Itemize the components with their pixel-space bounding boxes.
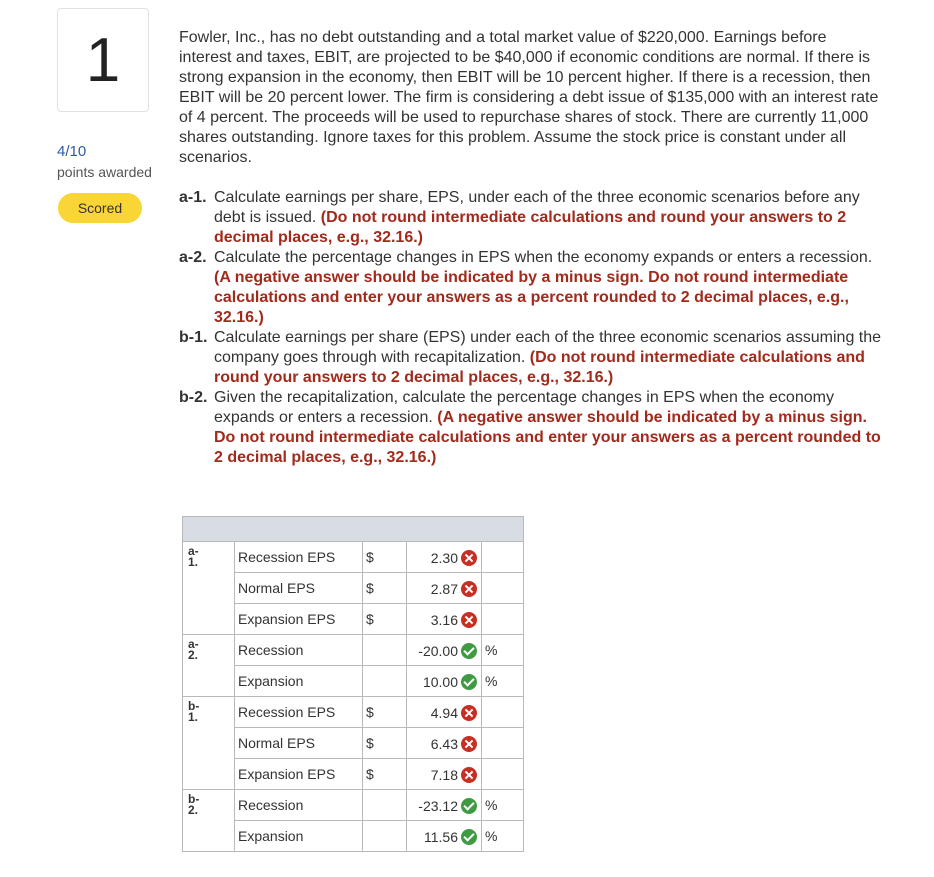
- correct-check-icon: [461, 643, 477, 659]
- answer-input[interactable]: [407, 666, 482, 697]
- points-label: points awarded: [57, 164, 152, 180]
- problem-statement: Fowler, Inc., has no debt outstanding and a total market value of $220,000. Earnings before interest and taxes, EBIT, are projected to be $40,000 if economic conditions are normal. If there is strong expansion in the economy, then EBIT will be 10 percent higher. If there is a recession, then EBIT will be 20 percent lower. The firm is considering a debt issue of $135,000 with an interest rate of 4 percent. The proceeds will be used to repurchase shares of stock. There are currently 11,000 shares outstanding. Ignore taxes for this problem. Assume the stock price is constant under all scenarios.: [179, 29, 879, 166]
- answer-input[interactable]: [407, 790, 482, 821]
- currency-symbol: $: [363, 697, 407, 728]
- incorrect-x-icon: [461, 767, 477, 783]
- correct-check-icon: [461, 674, 477, 690]
- answer-value: 10.00: [422, 673, 458, 690]
- answer-description: Recession: [235, 635, 363, 666]
- answer-description: Normal EPS: [235, 728, 363, 759]
- unit-symbol: %: [482, 635, 524, 666]
- currency-symbol: [363, 666, 407, 697]
- answer-table: [182, 516, 524, 852]
- answer-description: Normal EPS: [235, 573, 363, 604]
- answer-input[interactable]: [407, 759, 482, 790]
- part-b2: [179, 388, 884, 468]
- question-parts: [179, 188, 884, 468]
- currency-symbol: $: [363, 573, 407, 604]
- part-b1: [179, 328, 884, 388]
- incorrect-x-icon: [461, 550, 477, 566]
- correct-check-icon: [461, 798, 477, 814]
- unit-symbol: %: [482, 666, 524, 697]
- unit-symbol: [482, 728, 524, 759]
- answer-value: -23.12: [418, 797, 458, 814]
- table-header-row: [183, 517, 524, 542]
- answer-input[interactable]: [407, 573, 482, 604]
- currency-symbol: $: [363, 542, 407, 573]
- part-instruction: (Do not round intermediate calculations and round your answers to 2 decimal places, e.g., 32.16.): [214, 209, 847, 246]
- answer-group-label: b- 2.: [183, 790, 235, 852]
- currency-symbol: $: [363, 604, 407, 635]
- unit-symbol: %: [482, 821, 524, 852]
- answer-value: 2.87: [430, 580, 458, 597]
- incorrect-x-icon: [461, 705, 477, 721]
- answer-input[interactable]: [407, 542, 482, 573]
- table-row: [183, 697, 524, 728]
- answer-value: 4.94: [430, 704, 458, 721]
- points-summary: [57, 142, 152, 182]
- answer-value: 7.18: [430, 766, 458, 783]
- incorrect-x-icon: [461, 736, 477, 752]
- answer-value: 11.56: [424, 828, 458, 845]
- part-text: Calculate the percentage changes in EPS when the economy expands or enters a recession.: [214, 249, 873, 266]
- answer-description: Expansion EPS: [235, 759, 363, 790]
- unit-symbol: [482, 573, 524, 604]
- table-row: [183, 728, 524, 759]
- answer-input[interactable]: [407, 821, 482, 852]
- answer-description: Expansion: [235, 821, 363, 852]
- answer-description: Recession: [235, 790, 363, 821]
- part-instruction: (A negative answer should be indicated by a minus sign. Do not round intermediate calculations and enter your answers as a percent rounded to 2 decimal places, e.g., 32.16.): [214, 269, 849, 326]
- answer-group-label: a- 2.: [183, 635, 235, 697]
- unit-symbol: [482, 542, 524, 573]
- answer-input[interactable]: [407, 604, 482, 635]
- answer-value: 3.16: [430, 611, 458, 628]
- part-text: Given the recapitalization, calculate the percentage changes in EPS when the economy expands or enters a recession.: [214, 389, 834, 426]
- unit-symbol: [482, 697, 524, 728]
- unit-symbol: %: [482, 790, 524, 821]
- part-instruction: (A negative answer should be indicated by a minus sign. Do not round intermediate calculations and enter your answers as a percent rounded to 2 decimal places, e.g., 32.16.): [214, 409, 881, 466]
- unit-symbol: [482, 604, 524, 635]
- answer-description: Expansion EPS: [235, 604, 363, 635]
- answer-description: Recession EPS: [235, 697, 363, 728]
- answer-group-label: a- 1.: [183, 542, 235, 635]
- table-row: [183, 635, 524, 666]
- answer-description: Expansion: [235, 666, 363, 697]
- answer-description: Recession EPS: [235, 542, 363, 573]
- unit-symbol: [482, 759, 524, 790]
- answer-value: -20.00: [418, 642, 458, 659]
- currency-symbol: [363, 635, 407, 666]
- part-a1: [179, 188, 884, 248]
- score-value: 4/10: [57, 143, 87, 160]
- answer-group-label: b- 1.: [183, 697, 235, 790]
- part-text: Calculate earnings per share (EPS) under each of the three economic scenarios assuming the company goes through with recapitalization.: [214, 329, 882, 366]
- scored-badge: Scored: [58, 193, 142, 223]
- incorrect-x-icon: [461, 612, 477, 628]
- part-label: a-1.: [179, 189, 207, 206]
- currency-symbol: [363, 790, 407, 821]
- answer-value: 6.43: [430, 735, 458, 752]
- table-row: [183, 759, 524, 790]
- currency-symbol: $: [363, 759, 407, 790]
- part-label: b-1.: [179, 329, 208, 346]
- answer-input[interactable]: [407, 728, 482, 759]
- currency-symbol: $: [363, 728, 407, 759]
- correct-check-icon: [461, 829, 477, 845]
- incorrect-x-icon: [461, 581, 477, 597]
- part-instruction: (Do not round intermediate calculations and round your answers to 2 decimal places, e.g., 32.16.): [214, 349, 865, 386]
- answer-value: 2.30: [430, 549, 458, 566]
- table-row: [183, 666, 524, 697]
- table-row: [183, 573, 524, 604]
- part-label: b-2.: [179, 389, 208, 406]
- question-number: 1: [57, 8, 149, 112]
- table-row: [183, 821, 524, 852]
- table-row: [183, 542, 524, 573]
- currency-symbol: [363, 821, 407, 852]
- table-row: [183, 604, 524, 635]
- table-row: [183, 790, 524, 821]
- part-text: Calculate earnings per share, EPS, under each of the three economic scenarios before any debt is issued.: [214, 189, 860, 226]
- part-label: a-2.: [179, 249, 207, 266]
- answer-input[interactable]: [407, 635, 482, 666]
- answer-input[interactable]: [407, 697, 482, 728]
- part-a2: [179, 248, 884, 328]
